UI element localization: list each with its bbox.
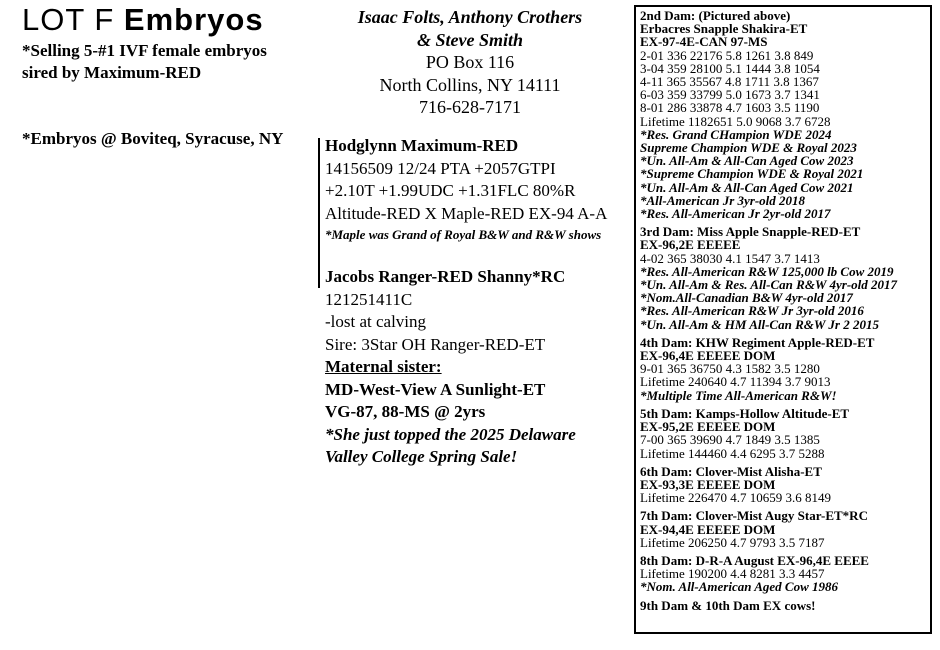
generation-line: EX-93,3E EEEEE DOM: [640, 476, 776, 492]
generation-line: Lifetime 206250 4.7 9793 3.5 7187: [640, 534, 825, 550]
pedigree-generation: [640, 465, 897, 505]
dam-reg: 121251411C: [325, 289, 413, 309]
dam-status: -lost at calving: [325, 312, 427, 331]
pedigree-generation: [640, 599, 897, 612]
generation-line: *Multiple Time All-American R&W!: [640, 387, 837, 403]
sister-note: Valley College Spring Sale!: [325, 447, 518, 466]
pedigree-list: [640, 9, 897, 617]
generation-line: *Un. All-Am & All-Can Aged Cow 2021: [640, 179, 854, 195]
embryo-location: *Embryos @ Boviteq, Syracuse, NY: [22, 129, 284, 148]
lot-family: Embryos: [123, 2, 264, 37]
lot-title: [22, 2, 264, 38]
pedigree-generation: [640, 554, 897, 594]
generation-line: *Res. All-American R&W 125,000 lb Cow 2019: [640, 263, 894, 279]
pedigree-generation: [640, 407, 897, 460]
dam-name: Jacobs Ranger-RED Shanny*RC: [325, 267, 566, 286]
selling-notes: [22, 40, 267, 84]
generation-line: 6-03 359 33799 5.0 1673 3.7 1341: [640, 87, 820, 103]
generation-line: Lifetime 226470 4.7 10659 3.6 8149: [640, 490, 832, 506]
pedigree-generation: [640, 9, 897, 220]
sire-section: [325, 135, 607, 245]
sire-detail: Altitude-RED X Maple-RED EX-94 A-A: [325, 203, 608, 223]
generation-line: Supreme Champion WDE & Royal 2023: [640, 140, 857, 156]
generation-line: 4-02 365 38030 4.1 1547 3.7 1413: [640, 250, 820, 266]
generation-header: 8th Dam: D-R-A August EX-96,4E EEEE: [640, 552, 869, 568]
generation-line: 9-01 365 36750 4.3 1582 3.5 1280: [640, 361, 820, 377]
generation-line: *All-American Jr 3yr-old 2018: [640, 192, 806, 208]
sire-detail: 14156509 12/24 PTA +2057GTPI: [325, 158, 556, 178]
generation-line: 7-00 365 39690 4.7 1849 3.5 1385: [640, 432, 820, 448]
sister-score: VG-87, 88-MS @ 2yrs: [325, 402, 486, 421]
consignor-block: [340, 6, 600, 119]
generation-header: 2nd Dam: (Pictured above): [640, 8, 791, 23]
generation-line: Lifetime 190200 4.4 8281 3.3 4457: [640, 566, 825, 582]
generation-line: *Res. Grand CHampion WDE 2024: [640, 126, 832, 142]
selling-note-line: *Selling 5-#1 IVF female embryos: [22, 41, 267, 60]
generation-header: 7th Dam: Clover-Mist Augy Star-ET*RC: [640, 508, 868, 524]
maternal-sister-label: Maternal sister:: [325, 357, 442, 376]
generation-line: EX-94,4E EEEEE DOM: [640, 521, 776, 537]
dam-section: [325, 266, 576, 469]
generation-line: *Nom.All-Canadian B&W 4yr-old 2017: [640, 290, 853, 306]
generation-line: *Supreme Champion WDE & Royal 2021: [640, 166, 864, 182]
generation-header: 5th Dam: Kamps-Hollow Altitude-ET: [640, 405, 850, 421]
consignor-names: & Steve Smith: [416, 29, 523, 50]
generation-line: *Nom. All-American Aged Cow 1986: [640, 579, 839, 595]
generation-line: *Un. All-Am & HM All-Can R&W Jr 2 2015: [640, 316, 879, 332]
consignor-address: PO Box 116: [425, 52, 515, 72]
generation-line: EX-97-4E-CAN 97-MS: [640, 34, 768, 50]
pedigree-generation: [640, 225, 897, 331]
generation-line: 8-01 286 33878 4.7 1603 3.5 1190: [640, 100, 820, 116]
dam-sire: Sire: 3Star OH Ranger-RED-ET: [325, 334, 546, 354]
lot-prefix: LOT F: [22, 2, 115, 37]
generation-line: Lifetime 240640 4.7 11394 3.7 9013: [640, 374, 831, 390]
generation-header: 4th Dam: KHW Regiment Apple-RED-ET: [640, 334, 875, 350]
sire-note: *Maple was Grand of Royal B&W and R&W shows: [325, 227, 602, 242]
generation-line: 2-01 336 22176 5.8 1261 3.8 849: [640, 47, 814, 63]
generation-line: EX-96,4E EEEEE DOM: [640, 348, 776, 364]
generation-header: 3rd Dam: Miss Apple Snapple-RED-ET: [640, 224, 861, 240]
generation-header: 9th Dam & 10th Dam EX cows!: [640, 597, 816, 613]
consignor-phone: 716-628-7171: [419, 97, 521, 117]
pedigree-generation: [640, 509, 897, 549]
sire-detail: +2.10T +1.99UDC +1.31FLC 80%R: [325, 181, 576, 200]
sister-name: MD-West-View A Sunlight-ET: [325, 379, 546, 399]
generation-line: 3-04 359 28100 5.1 1444 3.8 1054: [640, 60, 820, 76]
generation-line: Lifetime 1182651 5.0 9068 3.7 6728: [640, 113, 831, 129]
generation-line: *Res. All-American Jr 2yr-old 2017: [640, 206, 831, 222]
consignor-address: North Collins, NY 14111: [379, 74, 561, 95]
consignor-names: Isaac Folts, Anthony Crothers: [357, 7, 583, 27]
selling-note-line: sired by Maximum-RED: [22, 63, 202, 82]
generation-line: *Un. All-Am & Res. All-Can R&W 4yr-old 2017: [640, 277, 898, 293]
pedigree-generation: [640, 336, 897, 402]
generation-line: Lifetime 144460 4.4 6295 3.7 5288: [640, 445, 825, 461]
sister-note: *She just topped the 2025 Delaware: [325, 424, 576, 444]
generation-line: Erbacres Snapple Shakira-ET: [640, 21, 808, 37]
generation-line: *Un. All-Am & All-Can Aged Cow 2023: [640, 153, 854, 169]
generation-line: EX-96,2E EEEEE: [640, 237, 741, 253]
generation-line: *Res. All-American R&W Jr 3yr-old 2016: [640, 303, 864, 319]
generation-line: 4-11 365 35567 4.8 1711 3.8 1367: [640, 74, 819, 90]
sire-name: Hodglynn Maximum-RED: [325, 136, 519, 155]
generation-line: EX-95,2E EEEEE DOM: [640, 419, 776, 435]
generation-header: 6th Dam: Clover-Mist Alisha-ET: [640, 463, 822, 479]
pedigree-bracket: [318, 138, 320, 288]
